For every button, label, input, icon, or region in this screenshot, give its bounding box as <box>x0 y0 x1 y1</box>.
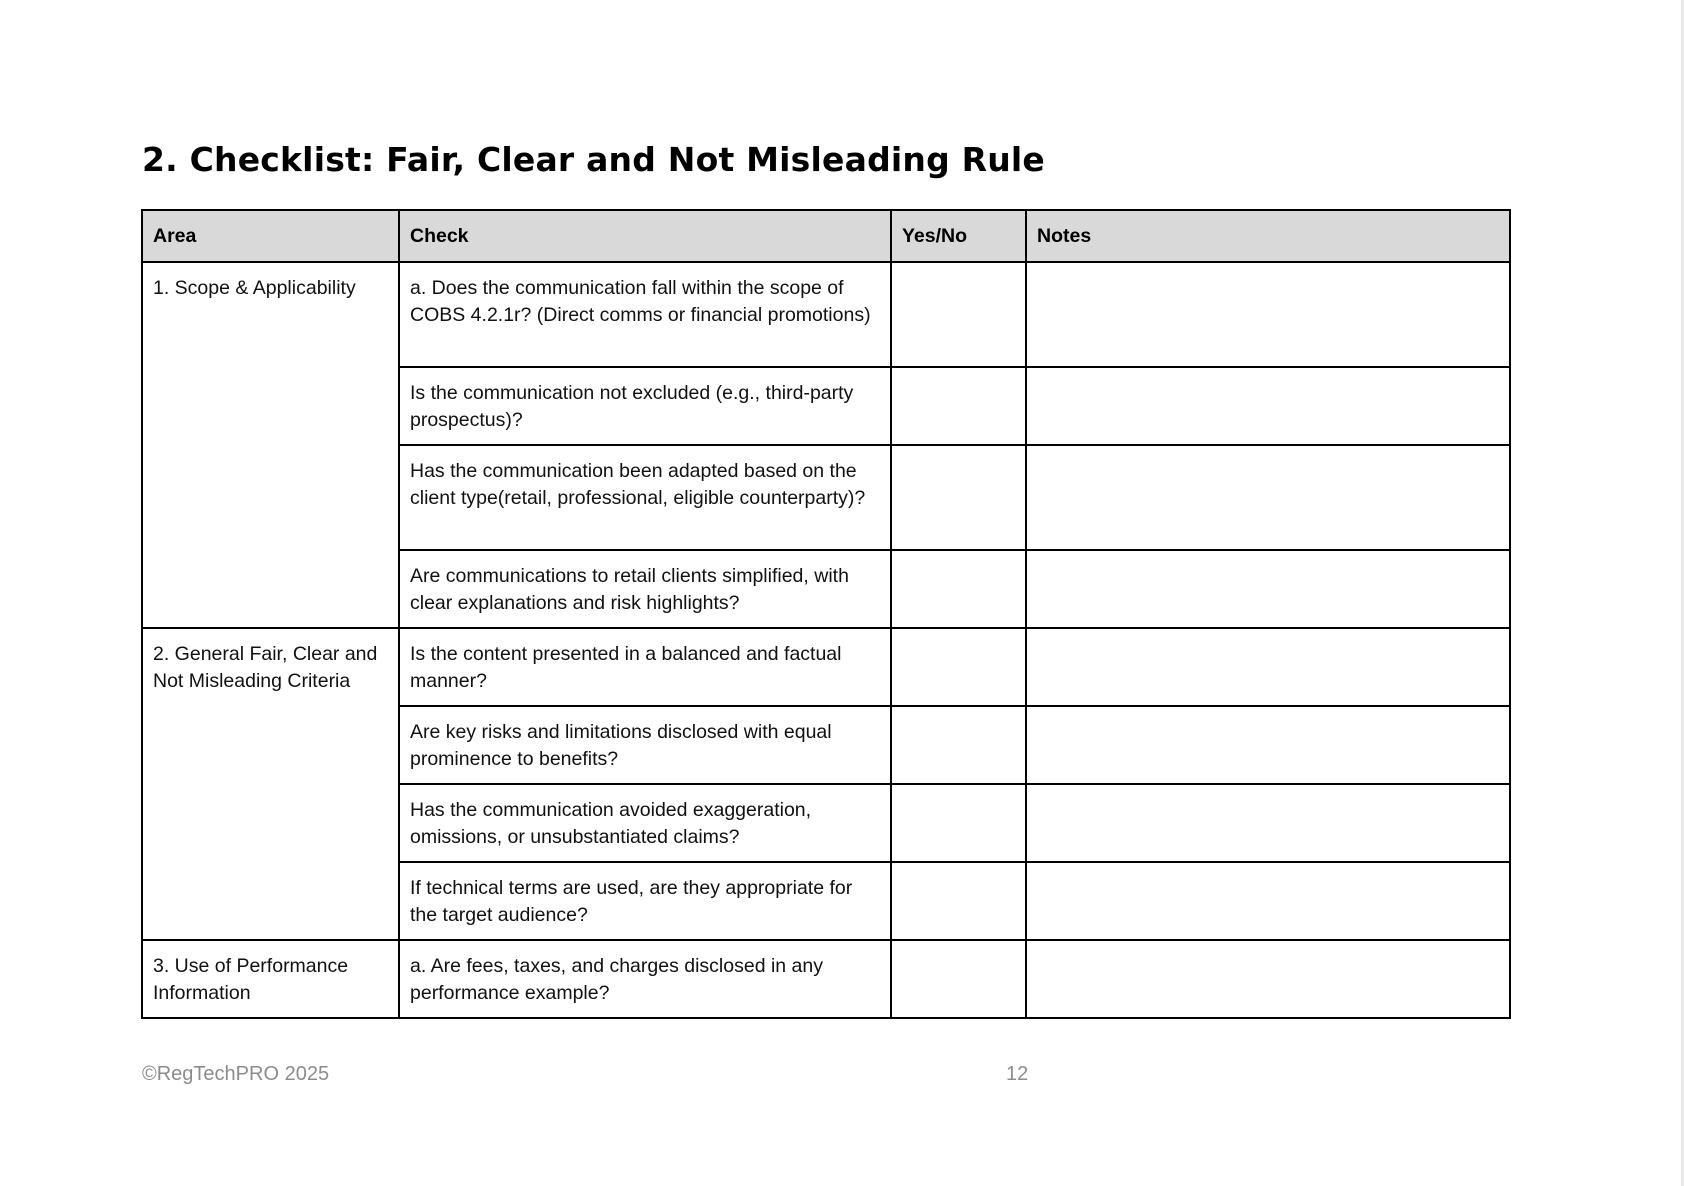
check-cell: Has the communication been adapted based on the client type(retail, professional, eligible counterparty)? <box>399 445 891 550</box>
table-row <box>142 940 1510 1018</box>
check-cell: Is the content presented in a balanced and factual manner? <box>399 628 891 706</box>
check-cell: a. Does the communication fall within the scope of COBS 4.2.1r? (Direct comms or financial promotions) <box>399 262 891 367</box>
notes-cell[interactable] <box>1026 784 1510 862</box>
yes-no-cell[interactable] <box>891 262 1026 367</box>
header-yes-no: Yes/No <box>891 210 1026 262</box>
notes-cell[interactable] <box>1026 550 1510 628</box>
yes-no-cell[interactable] <box>891 628 1026 706</box>
yes-no-cell[interactable] <box>891 862 1026 940</box>
check-cell: If technical terms are used, are they appropriate for the target audience? <box>399 862 891 940</box>
notes-cell[interactable] <box>1026 262 1510 367</box>
check-cell: Is the communication not excluded (e.g., third-party prospectus)? <box>399 367 891 445</box>
yes-no-cell[interactable] <box>891 550 1026 628</box>
header-check: Check <box>399 210 891 262</box>
check-cell: a. Are fees, taxes, and charges disclosed in any performance example? <box>399 940 891 1018</box>
yes-no-cell[interactable] <box>891 784 1026 862</box>
page-title: 2. Checklist: Fair, Clear and Not Misleading Rule <box>142 140 1046 179</box>
yes-no-cell[interactable] <box>891 940 1026 1018</box>
notes-cell[interactable] <box>1026 940 1510 1018</box>
check-cell: Are key risks and limitations disclosed with equal prominence to benefits? <box>399 706 891 784</box>
check-cell: Has the communication avoided exaggeration, omissions, or unsubstantiated claims? <box>399 784 891 862</box>
check-cell: Are communications to retail clients simplified, with clear explanations and risk highlights? <box>399 550 891 628</box>
footer-copyright: ©RegTechPRO 2025 <box>142 1063 330 1085</box>
notes-cell[interactable] <box>1026 628 1510 706</box>
notes-cell[interactable] <box>1026 862 1510 940</box>
area-cell: 3. Use of Performance Information <box>142 940 399 1018</box>
checklist-table <box>141 209 1511 1019</box>
area-cell: 1. Scope & Applicability <box>142 262 399 628</box>
yes-no-cell[interactable] <box>891 367 1026 445</box>
area-cell: 2. General Fair, Clear and Not Misleading Criteria <box>142 628 399 940</box>
notes-cell[interactable] <box>1026 706 1510 784</box>
notes-cell[interactable] <box>1026 445 1510 550</box>
yes-no-cell[interactable] <box>891 706 1026 784</box>
table-row <box>142 628 1510 706</box>
table-header-row <box>142 210 1510 262</box>
table-row <box>142 262 1510 367</box>
header-area: Area <box>142 210 399 262</box>
yes-no-cell[interactable] <box>891 445 1026 550</box>
footer-page-number: 12 <box>1006 1063 1029 1085</box>
notes-cell[interactable] <box>1026 367 1510 445</box>
header-notes: Notes <box>1026 210 1510 262</box>
